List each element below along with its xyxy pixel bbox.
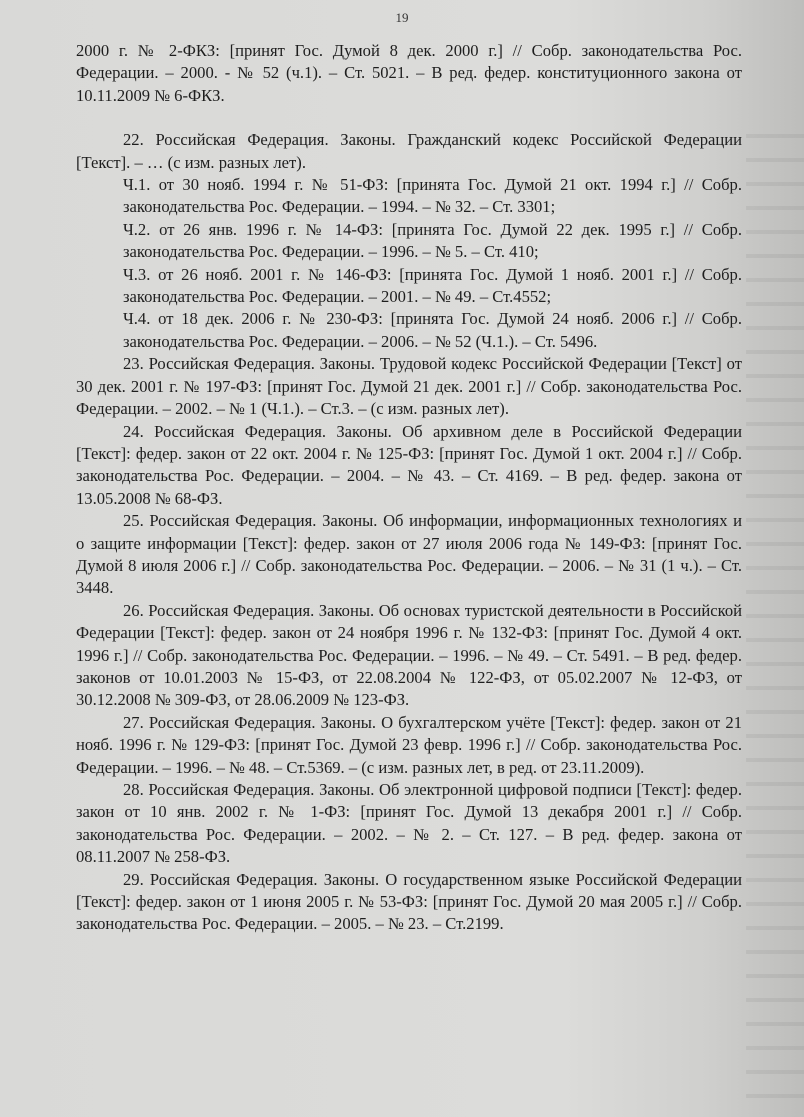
page-edge-shadow bbox=[746, 120, 804, 1100]
reference-28: 28. Российская Федерация. Законы. Об электронной цифровой подписи [Текст]: федер. закон от 10 янв. 2002 г. № 1-ФЗ: [принят Гос. Думой 13 декабря 2001 г.] // Собр. законодательства Рос. Федерации. – 2002. – № 2. – Ст. 127. – В ред. федер. закона от 08.11.2007 № 258-ФЗ. bbox=[76, 780, 742, 867]
reference-22-part-4: Ч.4. от 18 дек. 2006 г. № 230-ФЗ: [принята Гос. Думой 24 нояб. 2006 г.] // Собр. законодательства Рос. Федерации. – 2006. – № 52 (Ч.1.). – Ст. 5496. bbox=[123, 309, 742, 351]
reference-27: 27. Российская Федерация. Законы. О бухгалтерском учёте [Текст]: федер. закон от 21 нояб. 1996 г. № 129-ФЗ: [принят Гос. Думой 23 февр. 1996 г.] // Собр. законодательства Рос. Федерации. – 1996. – № 48. – Ст.5369. – (с изм. разных лет, в ред. от 23.11.2009). bbox=[76, 712, 742, 777]
reference-23: 23. Российская Федерация. Законы. Трудовой кодекс Российской Федерации [Текст] от 30 дек. 2001 г. № 197-ФЗ: [принят Гос. Думой 21 дек. 2001 г.] // Собр. законодательства Рос. Федерации. – 2002. – № 1 (Ч.1.). – Ст.3. – (с изм. разных лет). bbox=[76, 354, 742, 419]
reference-21-continuation: 2000 г. № 2-ФКЗ: [принят Гос. Думой 8 дек. 2000 г.] // Собр. законодательства Рос. Федерации. – 2000. - № 52 (ч.1). – Ст. 5021. – В ред. федер. конституционного закона от 10.11.2009 № 6-ФКЗ. bbox=[76, 41, 742, 105]
reference-22-part-3: Ч.3. от 26 нояб. 2001 г. № 146-ФЗ: [принята Гос. Думой 1 нояб. 2001 г.] // Собр. законодательства Рос. Федерации. – 2001. – № 49. – Ст.4552; bbox=[123, 264, 742, 307]
reference-26: 26. Российская Федерация. Законы. Об основах туристской деятельности в Российской Федерации [Текст]: федер. закон от 24 ноября 1996 г. № 132-ФЗ: [принят Гос. Думой 4 окт. 1996 г.] // Собр. законодательства Рос. Федерации. – 1996. – № 49. – Ст. 5491. – В ред. федер. законов от 10.01.2003 № 15-ФЗ, от 22.08.2004 № 122-ФЗ, от 05.02.2007 № 12-ФЗ, от 30.12.2008 № 309-ФЗ, от 28.06.2009 № 123-ФЗ. bbox=[76, 600, 742, 710]
page-number: 19 bbox=[395, 10, 409, 25]
bibliography-list bbox=[76, 40, 742, 936]
reference-22-part-1: Ч.1. от 30 нояб. 1994 г. № 51-ФЗ: [принята Гос. Думой 21 окт. 1994 г.] // Собр. законодательства Рос. Федерации. – 1994. – № 32. – Ст. 3301; bbox=[123, 175, 742, 217]
reference-29: 29. Российская Федерация. Законы. О государственном языке Российской Федерации [Текст]: федер. закон от 1 июня 2005 г. № 53-ФЗ: [принят Гос. Думой 20 мая 2005 г.] // Собр. законодательства Рос. Федерации. – 2005. – № 23. – Ст.2199. bbox=[76, 869, 742, 934]
reference-24: 24. Российская Федерация. Законы. Об архивном деле в Российской Федерации [Текст]: федер. закон от 22 окт. 2004 г. № 125-ФЗ: [принят Гос. Думой 1 окт. 2004 г.] // Собр. законодательства Рос. Федерации. – 2004. – № 43. – Ст. 4169. – В ред. федер. закона от 13.05.2008 № 68-ФЗ. bbox=[76, 421, 742, 508]
reference-22: 22. Российская Федерация. Законы. Гражданский кодекс Российской Федерации [Текст]. – … (с изм. разных лет). bbox=[76, 130, 742, 172]
reference-22-part-2: Ч.2. от 26 янв. 1996 г. № 14-ФЗ: [принята Гос. Думой 22 дек. 1995 г.] // Собр. законодательства Рос. Федерации. – 1996. – № 5. – Ст. 410; bbox=[123, 219, 742, 262]
reference-25: 25. Российская Федерация. Законы. Об информации, информационных технологиях и о защите информации [Текст]: федер. закон от 27 июля 2006 года № 149-ФЗ: [принят Гос. Думой 8 июля 2006 г.] // Собр. законодательства Рос. Федерации. – 2006. – № 31 (1 ч.). – Ст. 3448. bbox=[76, 511, 742, 598]
